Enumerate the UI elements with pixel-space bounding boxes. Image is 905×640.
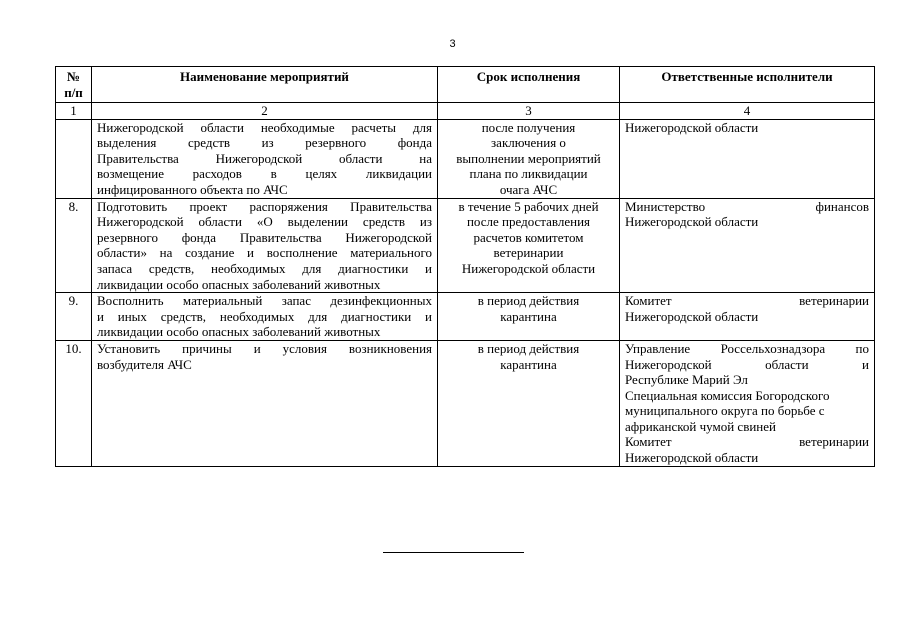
responsible-line: Республике Марий Эл	[625, 372, 748, 388]
deadline	[438, 119, 620, 198]
table-row	[56, 119, 875, 198]
header-name: Наименование мероприятий	[92, 67, 438, 103]
deadline-line: карантина	[500, 308, 557, 324]
row-number: 8.	[56, 198, 92, 293]
header-responsible: Ответственные исполнители	[620, 67, 875, 103]
measure-name-line: запаса средств, необходимых для диагностики и	[97, 260, 432, 276]
responsible-line: Управление Россельхознадзора по	[625, 340, 869, 356]
responsible-line: Нижегородской области	[625, 119, 759, 135]
measure-name-line: Восполнить материальный запас дезинфекционных	[97, 293, 432, 309]
responsible-executors	[620, 119, 875, 198]
deadline-line: ветеринарии	[493, 245, 564, 261]
measure-name-line: Подготовить проект распоряжения Правительства	[97, 198, 432, 214]
deadline-line: Нижегородской области	[461, 260, 596, 276]
measures-table	[55, 66, 875, 467]
responsible-executors	[620, 340, 875, 466]
deadline-line: в период действия	[477, 293, 580, 309]
deadline	[438, 198, 620, 293]
measure-name-line: возбудителя АЧС	[97, 356, 192, 372]
table-header-row	[56, 67, 875, 103]
measure-name-line: и иных средств, необходимых для диагностики и	[97, 308, 432, 324]
deadline-line: в течение 5 рабочих дней	[458, 198, 599, 214]
measure-name-line: выделения средств из резервного фонда	[97, 135, 432, 151]
responsible-executors	[620, 293, 875, 341]
measure-name	[92, 293, 438, 341]
measure-name-line: инфицированного объекта по АЧС	[97, 181, 288, 197]
column-number: 2	[92, 103, 438, 120]
measure-name-line: Нижегородской области «О выделении средств из	[97, 214, 432, 230]
deadline-line: заключения о	[491, 135, 566, 151]
measure-name-line: резервного фонда Правительства Нижегородской	[97, 229, 432, 245]
responsible-executors	[620, 198, 875, 293]
deadline	[438, 340, 620, 466]
measure-name	[92, 119, 438, 198]
responsible-line: Нижегородской области	[625, 450, 759, 466]
measure-name	[92, 340, 438, 466]
header-num: № п/п	[56, 67, 92, 103]
deadline-line: расчетов комитетом	[473, 229, 584, 245]
row-number: 10.	[56, 340, 92, 466]
column-number: 1	[56, 103, 92, 120]
deadline-line: после получения	[481, 119, 576, 135]
responsible-line: Комитет ветеринарии	[625, 293, 869, 309]
responsible-line: Специальная комиссия Богородского	[625, 387, 830, 403]
deadline-line: выполнении мероприятий	[456, 150, 601, 166]
footer-rule	[383, 552, 524, 553]
responsible-line: Нижегородской области	[625, 308, 759, 324]
measure-name-line: Установить причины и условия возникновения	[97, 340, 432, 356]
measure-name-line: области» на создание и восполнение материального	[97, 245, 432, 261]
responsible-line: Нижегородской области	[625, 214, 759, 230]
responsible-line: Нижегородской области и	[625, 356, 869, 372]
table-row	[56, 293, 875, 341]
measure-name-line: Правительства Нижегородской области на	[97, 150, 432, 166]
measure-name-line: ликвидации особо опасных заболеваний животных	[97, 276, 381, 292]
row-number	[56, 119, 92, 198]
responsible-line: Комитет ветеринарии	[625, 434, 869, 450]
page-number: 3	[449, 38, 456, 50]
table-row	[56, 198, 875, 293]
deadline-line: в период действия	[477, 340, 580, 356]
deadline	[438, 293, 620, 341]
measure-name-line: Нижегородской области необходимые расчеты для	[97, 119, 432, 135]
column-number-row	[56, 103, 875, 120]
responsible-line: муниципального округа по борьбе с	[625, 403, 825, 419]
row-number: 9.	[56, 293, 92, 341]
deadline-line: карантина	[500, 356, 557, 372]
measure-name-line: возмещение расходов в целях ликвидации	[97, 166, 432, 182]
header-term: Срок исполнения	[438, 67, 620, 103]
deadline-line: после предоставления	[466, 214, 591, 230]
table-row	[56, 340, 875, 466]
column-number: 3	[438, 103, 620, 120]
deadline-line: очага АЧС	[499, 181, 558, 197]
measure-name-line: ликвидации особо опасных заболеваний животных	[97, 324, 381, 340]
responsible-line: Министерство финансов	[625, 198, 869, 214]
column-number: 4	[620, 103, 875, 120]
measure-name	[92, 198, 438, 293]
responsible-line: африканской чумой свиней	[625, 418, 776, 434]
deadline-line: плана по ликвидации	[469, 166, 588, 182]
